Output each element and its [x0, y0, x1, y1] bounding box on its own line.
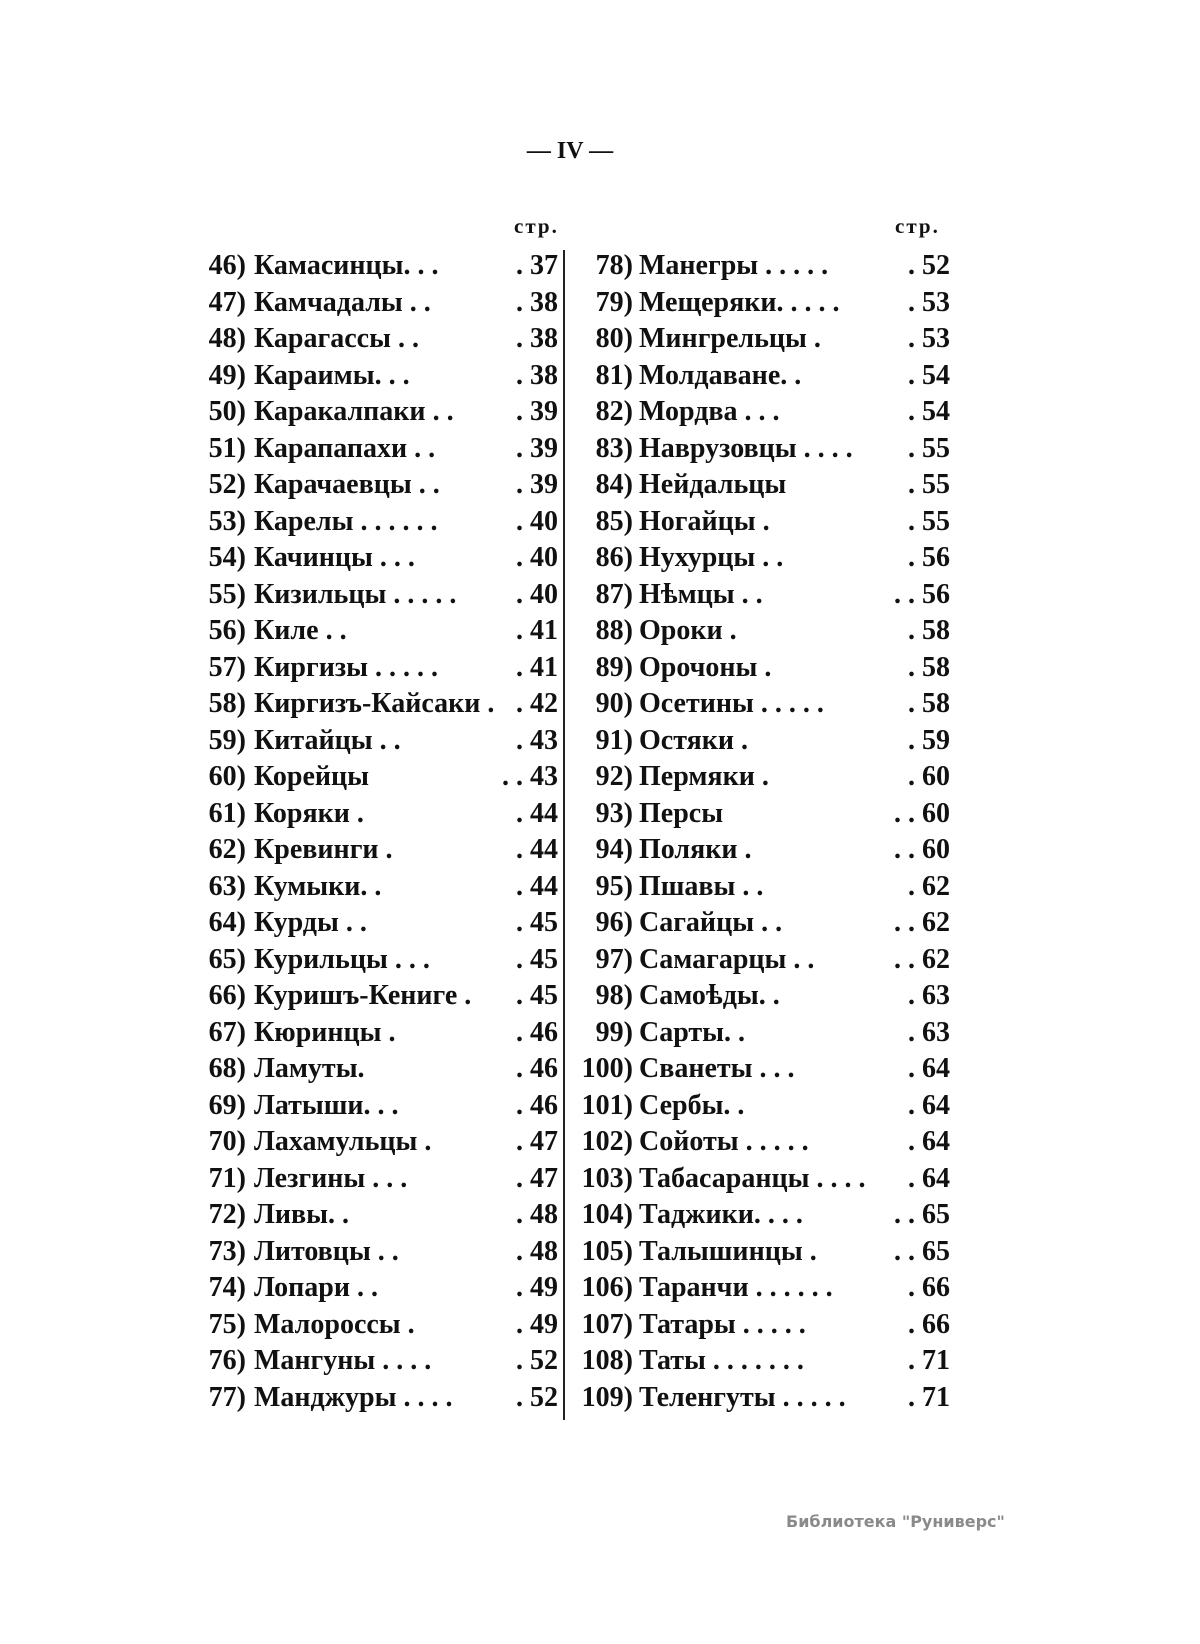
entry-page: . . 65 [894, 1199, 950, 1230]
entry-page: . 40 [516, 542, 558, 573]
entry-name: Куришъ-Кениге . [254, 980, 472, 1011]
entry-number: 101) [581, 1089, 633, 1121]
entry-number: 91) [595, 724, 633, 756]
toc-entry [565, 759, 950, 796]
entry-number: 98) [595, 980, 633, 1011]
entry-name: Литовцы . . [254, 1235, 399, 1267]
entry-name: Персы [639, 797, 724, 829]
entry-name: Нухурцы . . [639, 542, 784, 573]
toc-entry [565, 431, 950, 468]
toc-entry [0, 467, 560, 504]
entry-name: Манджуры . . . . [254, 1381, 453, 1413]
entry-number: 64) [208, 907, 246, 938]
entry-number: 47) [208, 286, 246, 318]
entry-number: 88) [595, 615, 633, 646]
entry-number: 105) [581, 1235, 633, 1267]
entry-number: 63) [208, 870, 246, 902]
entry-page: . 63 [908, 1016, 950, 1048]
entry-page: . 64 [908, 1089, 950, 1121]
entry-page: . 44 [516, 797, 558, 829]
toc-entry [0, 650, 560, 687]
entry-page: . 71 [908, 1345, 950, 1376]
entry-number: 77) [208, 1381, 246, 1413]
toc-entry [0, 686, 560, 723]
page-column-label-left: стр. [514, 214, 559, 238]
toc-entry [565, 467, 950, 504]
toc-entry [0, 1124, 560, 1161]
entry-page: . 63 [908, 980, 950, 1011]
toc-entry [0, 832, 560, 869]
entry-page: . 49 [516, 1308, 558, 1340]
toc-entry [0, 1380, 560, 1417]
toc-entry [565, 1161, 950, 1198]
entry-page: . 52 [908, 250, 950, 281]
toc-entry [0, 394, 560, 431]
entry-name: Киле . . [254, 615, 347, 646]
entry-name: Сарты. . [639, 1016, 746, 1048]
entry-page: . 52 [516, 1381, 558, 1413]
page-number: — IV — [526, 138, 614, 164]
toc-entry [0, 796, 560, 833]
toc-entry [0, 1088, 560, 1125]
entry-name: Курильцы . . . [254, 943, 430, 975]
entry-page: . 58 [908, 615, 950, 646]
entry-page: . 42 [516, 688, 558, 719]
entry-name: Камасинцы. . . [254, 250, 439, 281]
entry-name: Манегры . . . . . [639, 250, 829, 281]
entry-name: Сагайцы . . [639, 907, 783, 938]
toc-entry [565, 248, 950, 285]
toc-entry [0, 869, 560, 906]
entry-number: 80) [595, 323, 633, 354]
entry-page: . 52 [516, 1345, 558, 1376]
entry-number: 70) [208, 1126, 246, 1157]
entry-number: 54) [208, 542, 246, 573]
entry-name: Таранчи . . . . . . [639, 1272, 833, 1303]
entry-page: . 38 [516, 286, 558, 318]
entry-name: Корейцы [254, 761, 370, 792]
entry-name: Карапапахи . . [254, 432, 436, 464]
toc-entry [565, 577, 950, 614]
toc-entry [0, 321, 560, 358]
toc-entry [565, 504, 950, 541]
entry-name: Самоѣды. . [639, 980, 780, 1011]
toc-entry [0, 1307, 560, 1344]
page-column-label-right: стр. [895, 214, 940, 238]
entry-name: Камчадалы . . [254, 286, 431, 318]
entry-name: Ороки . [639, 615, 737, 646]
entry-name: Ламуты. [254, 1053, 365, 1084]
entry-name: Молдаване. . [639, 359, 802, 391]
entry-name: Поляки . [639, 834, 752, 865]
entry-page: . 45 [516, 943, 558, 975]
toc-entry [565, 285, 950, 322]
entry-number: 85) [595, 505, 633, 537]
entry-name: Сербы. . [639, 1089, 745, 1121]
entry-number: 87) [595, 578, 633, 610]
entry-name: Малороссы . [254, 1308, 415, 1340]
entry-page: . 49 [516, 1272, 558, 1303]
toc-entry [565, 978, 950, 1015]
entry-number: 59) [208, 724, 246, 756]
toc-entry [0, 358, 560, 395]
entry-name: Пермяки . [639, 761, 769, 792]
entry-number: 104) [581, 1199, 633, 1230]
entry-page: . 37 [516, 250, 558, 281]
toc-entry [0, 723, 560, 760]
toc-entry [565, 1124, 950, 1161]
toc-entry [565, 394, 950, 431]
entry-name: Лезгины . . . [254, 1162, 408, 1194]
entry-number: 84) [595, 469, 633, 500]
entry-name: Коряки . [254, 797, 364, 829]
toc-right-column [565, 248, 950, 1416]
toc-entry [565, 1270, 950, 1307]
entry-name: Лахамульцы . [254, 1126, 432, 1157]
entry-page: . 54 [908, 359, 950, 391]
entry-name: Таты . . . . . . . [639, 1345, 804, 1376]
entry-page: . 66 [908, 1272, 950, 1303]
entry-page: . 48 [516, 1235, 558, 1267]
entry-page: . 44 [516, 834, 558, 865]
toc-entry [565, 796, 950, 833]
entry-number: 86) [595, 542, 633, 573]
entry-number: 67) [208, 1016, 246, 1048]
entry-page: . 58 [908, 651, 950, 683]
entry-page: . 60 [908, 761, 950, 792]
entry-number: 83) [595, 432, 633, 464]
entry-number: 90) [595, 688, 633, 719]
entry-name: Осетины . . . . . [639, 688, 824, 719]
entry-page: . 55 [908, 469, 950, 500]
entry-page: . 39 [516, 469, 558, 500]
entry-page: . . 43 [502, 761, 558, 792]
entry-name: Китайцы . . [254, 724, 401, 756]
entry-page: . 53 [908, 286, 950, 318]
entry-number: 49) [208, 359, 246, 391]
entry-number: 69) [208, 1089, 246, 1121]
entry-page: . 38 [516, 359, 558, 391]
entry-number: 78) [595, 250, 633, 281]
entry-name: Нейдальцы [639, 469, 787, 500]
entry-name: Ногайцы . [639, 505, 770, 537]
entry-name: Орочоны . [639, 651, 772, 683]
entry-number: 72) [208, 1199, 246, 1230]
toc-entry [565, 869, 950, 906]
entry-number: 66) [208, 980, 246, 1011]
toc-entry [565, 358, 950, 395]
entry-number: 106) [581, 1272, 633, 1303]
entry-number: 48) [208, 323, 246, 354]
entry-page: . 54 [908, 396, 950, 427]
entry-name: Татары . . . . . [639, 1308, 806, 1340]
toc-entry [565, 1234, 950, 1271]
entry-page: . 41 [516, 651, 558, 683]
toc-entry [0, 540, 560, 577]
entry-number: 81) [595, 359, 633, 391]
entry-name: Карагассы . . [254, 323, 419, 354]
entry-page: . 38 [516, 323, 558, 354]
entry-name: Остяки . [639, 724, 749, 756]
entry-number: 62) [208, 834, 246, 865]
toc-entry [0, 1051, 560, 1088]
entry-name: Теленгуты . . . . . [639, 1381, 846, 1413]
entry-page: . 40 [516, 578, 558, 610]
entry-name: Караимы. . . [254, 359, 410, 391]
entry-number: 65) [208, 943, 246, 975]
entry-name: Самагарцы . . [639, 943, 815, 975]
toc-entry [565, 905, 950, 942]
toc-entry [0, 504, 560, 541]
entry-page: . 55 [908, 432, 950, 464]
entry-page: . . 56 [894, 578, 950, 610]
toc-entry [0, 577, 560, 614]
toc-entry [565, 1343, 950, 1380]
entry-page: . 46 [516, 1053, 558, 1084]
entry-name: Наврузовцы . . . . [639, 432, 853, 464]
entry-number: 60) [208, 761, 246, 792]
entry-name: Карачаевцы . . [254, 469, 440, 500]
entry-page: . 46 [516, 1089, 558, 1121]
entry-number: 68) [208, 1053, 246, 1084]
entry-page: . 45 [516, 907, 558, 938]
entry-name: Кюринцы . [254, 1016, 396, 1048]
toc-entry [0, 1197, 560, 1234]
entry-page: . 55 [908, 505, 950, 537]
entry-number: 74) [208, 1272, 246, 1303]
toc-entry [565, 942, 950, 979]
entry-page: . . 62 [894, 907, 950, 938]
entry-name: Кумыки. . [254, 870, 382, 902]
entry-name: Таджики. . . . [639, 1199, 803, 1230]
entry-name: Мингрельцы . [639, 323, 821, 354]
entry-page: . 40 [516, 505, 558, 537]
entry-number: 109) [581, 1381, 633, 1413]
toc-entry [565, 1307, 950, 1344]
entry-number: 99) [595, 1016, 633, 1048]
entry-page: . 39 [516, 396, 558, 427]
entry-page: . 66 [908, 1308, 950, 1340]
entry-page: . 56 [908, 542, 950, 573]
toc-entry [565, 1380, 950, 1417]
entry-name: Пшавы . . [639, 870, 764, 902]
entry-page: . 47 [516, 1162, 558, 1194]
entry-page: . 71 [908, 1381, 950, 1413]
toc-entry [0, 248, 560, 285]
entry-name: Качинцы . . . [254, 542, 415, 573]
toc-left-column [0, 248, 560, 1416]
toc-entry [565, 1197, 950, 1234]
entry-name: Кревинги . [254, 834, 393, 865]
entry-name: Табасаранцы . . . . [639, 1162, 866, 1194]
toc-entry [0, 1234, 560, 1271]
entry-number: 71) [208, 1162, 246, 1194]
toc-entry [565, 686, 950, 723]
entry-number: 50) [208, 396, 246, 427]
entry-name: Мангуны . . . . [254, 1345, 432, 1376]
entry-page: . 59 [908, 724, 950, 756]
entry-number: 82) [595, 396, 633, 427]
entry-number: 102) [581, 1126, 633, 1157]
entry-name: Сойоты . . . . . [639, 1126, 809, 1157]
entry-number: 96) [595, 907, 633, 938]
toc-entry [0, 613, 560, 650]
entry-name: Сванеты . . . [639, 1053, 795, 1084]
entry-page: . . 62 [894, 943, 950, 975]
entry-number: 100) [581, 1053, 633, 1084]
entry-number: 58) [208, 688, 246, 719]
entry-page: . . 60 [894, 834, 950, 865]
entry-number: 103) [581, 1162, 633, 1194]
toc-entry [0, 431, 560, 468]
entry-page: . 47 [516, 1126, 558, 1157]
entry-name: Латыши. . . [254, 1089, 399, 1121]
toc-entry [565, 723, 950, 760]
toc-entry [0, 978, 560, 1015]
toc-entry [565, 540, 950, 577]
entry-name: Нѣмцы . . [639, 578, 763, 610]
entry-name: Ливы. . [254, 1199, 349, 1230]
entry-number: 76) [208, 1345, 246, 1376]
toc-entry [565, 1088, 950, 1125]
toc-entry [565, 1015, 950, 1052]
entry-number: 53) [208, 505, 246, 537]
entry-name: Талышинцы . [639, 1235, 817, 1267]
entry-page: . 45 [516, 980, 558, 1011]
entry-name: Киргизы . . . . . [254, 651, 438, 683]
entry-number: 75) [208, 1308, 246, 1340]
entry-number: 94) [595, 834, 633, 865]
toc-entry [565, 650, 950, 687]
entry-number: 108) [581, 1345, 633, 1376]
entry-page: . 58 [908, 688, 950, 719]
library-watermark: Библиотека "Руниверс" [786, 1512, 1005, 1531]
entry-page: . 41 [516, 615, 558, 646]
entry-number: 56) [208, 615, 246, 646]
entry-page: . 48 [516, 1199, 558, 1230]
entry-number: 95) [595, 870, 633, 902]
entry-page: . 46 [516, 1016, 558, 1048]
toc-entry [565, 321, 950, 358]
entry-page: . 64 [908, 1053, 950, 1084]
toc-entry [565, 613, 950, 650]
toc-entry [0, 285, 560, 322]
entry-number: 52) [208, 469, 246, 500]
entry-number: 55) [208, 578, 246, 610]
entry-page: . . 60 [894, 797, 950, 829]
entry-page: . 44 [516, 870, 558, 902]
entry-number: 107) [581, 1308, 633, 1340]
entry-number: 57) [208, 651, 246, 683]
entry-name: Лопари . . [254, 1272, 379, 1303]
entry-page: . . 65 [894, 1235, 950, 1267]
entry-name: Киргизъ-Кайсаки . [254, 688, 495, 719]
toc-entry [0, 1015, 560, 1052]
entry-number: 46) [208, 250, 246, 281]
toc-entry [0, 1343, 560, 1380]
entry-name: Карелы . . . . . . [254, 505, 438, 537]
entry-number: 61) [208, 797, 246, 829]
entry-page: . 64 [908, 1162, 950, 1194]
entry-number: 89) [595, 651, 633, 683]
entry-number: 51) [208, 432, 246, 464]
entry-name: Мещеряки. . . . . [639, 286, 840, 318]
toc-entry [0, 1161, 560, 1198]
entry-name: Мордва . . . [639, 396, 780, 427]
toc-entry [0, 942, 560, 979]
toc-entry [0, 905, 560, 942]
entry-number: 79) [595, 286, 633, 318]
toc-entry [0, 1270, 560, 1307]
toc-entry [565, 1051, 950, 1088]
entry-page: . 64 [908, 1126, 950, 1157]
entry-page: . 39 [516, 432, 558, 464]
entry-page: . 43 [516, 724, 558, 756]
entry-name: Курды . . [254, 907, 367, 938]
entry-number: 97) [595, 943, 633, 975]
entry-number: 73) [208, 1235, 246, 1267]
entry-number: 93) [595, 797, 633, 829]
entry-number: 92) [595, 761, 633, 792]
entry-page: . 62 [908, 870, 950, 902]
entry-name: Каракалпаки . . [254, 396, 454, 427]
toc-entry [0, 759, 560, 796]
entry-page: . 53 [908, 323, 950, 354]
toc-entry [565, 832, 950, 869]
entry-name: Кизильцы . . . . . [254, 578, 457, 610]
